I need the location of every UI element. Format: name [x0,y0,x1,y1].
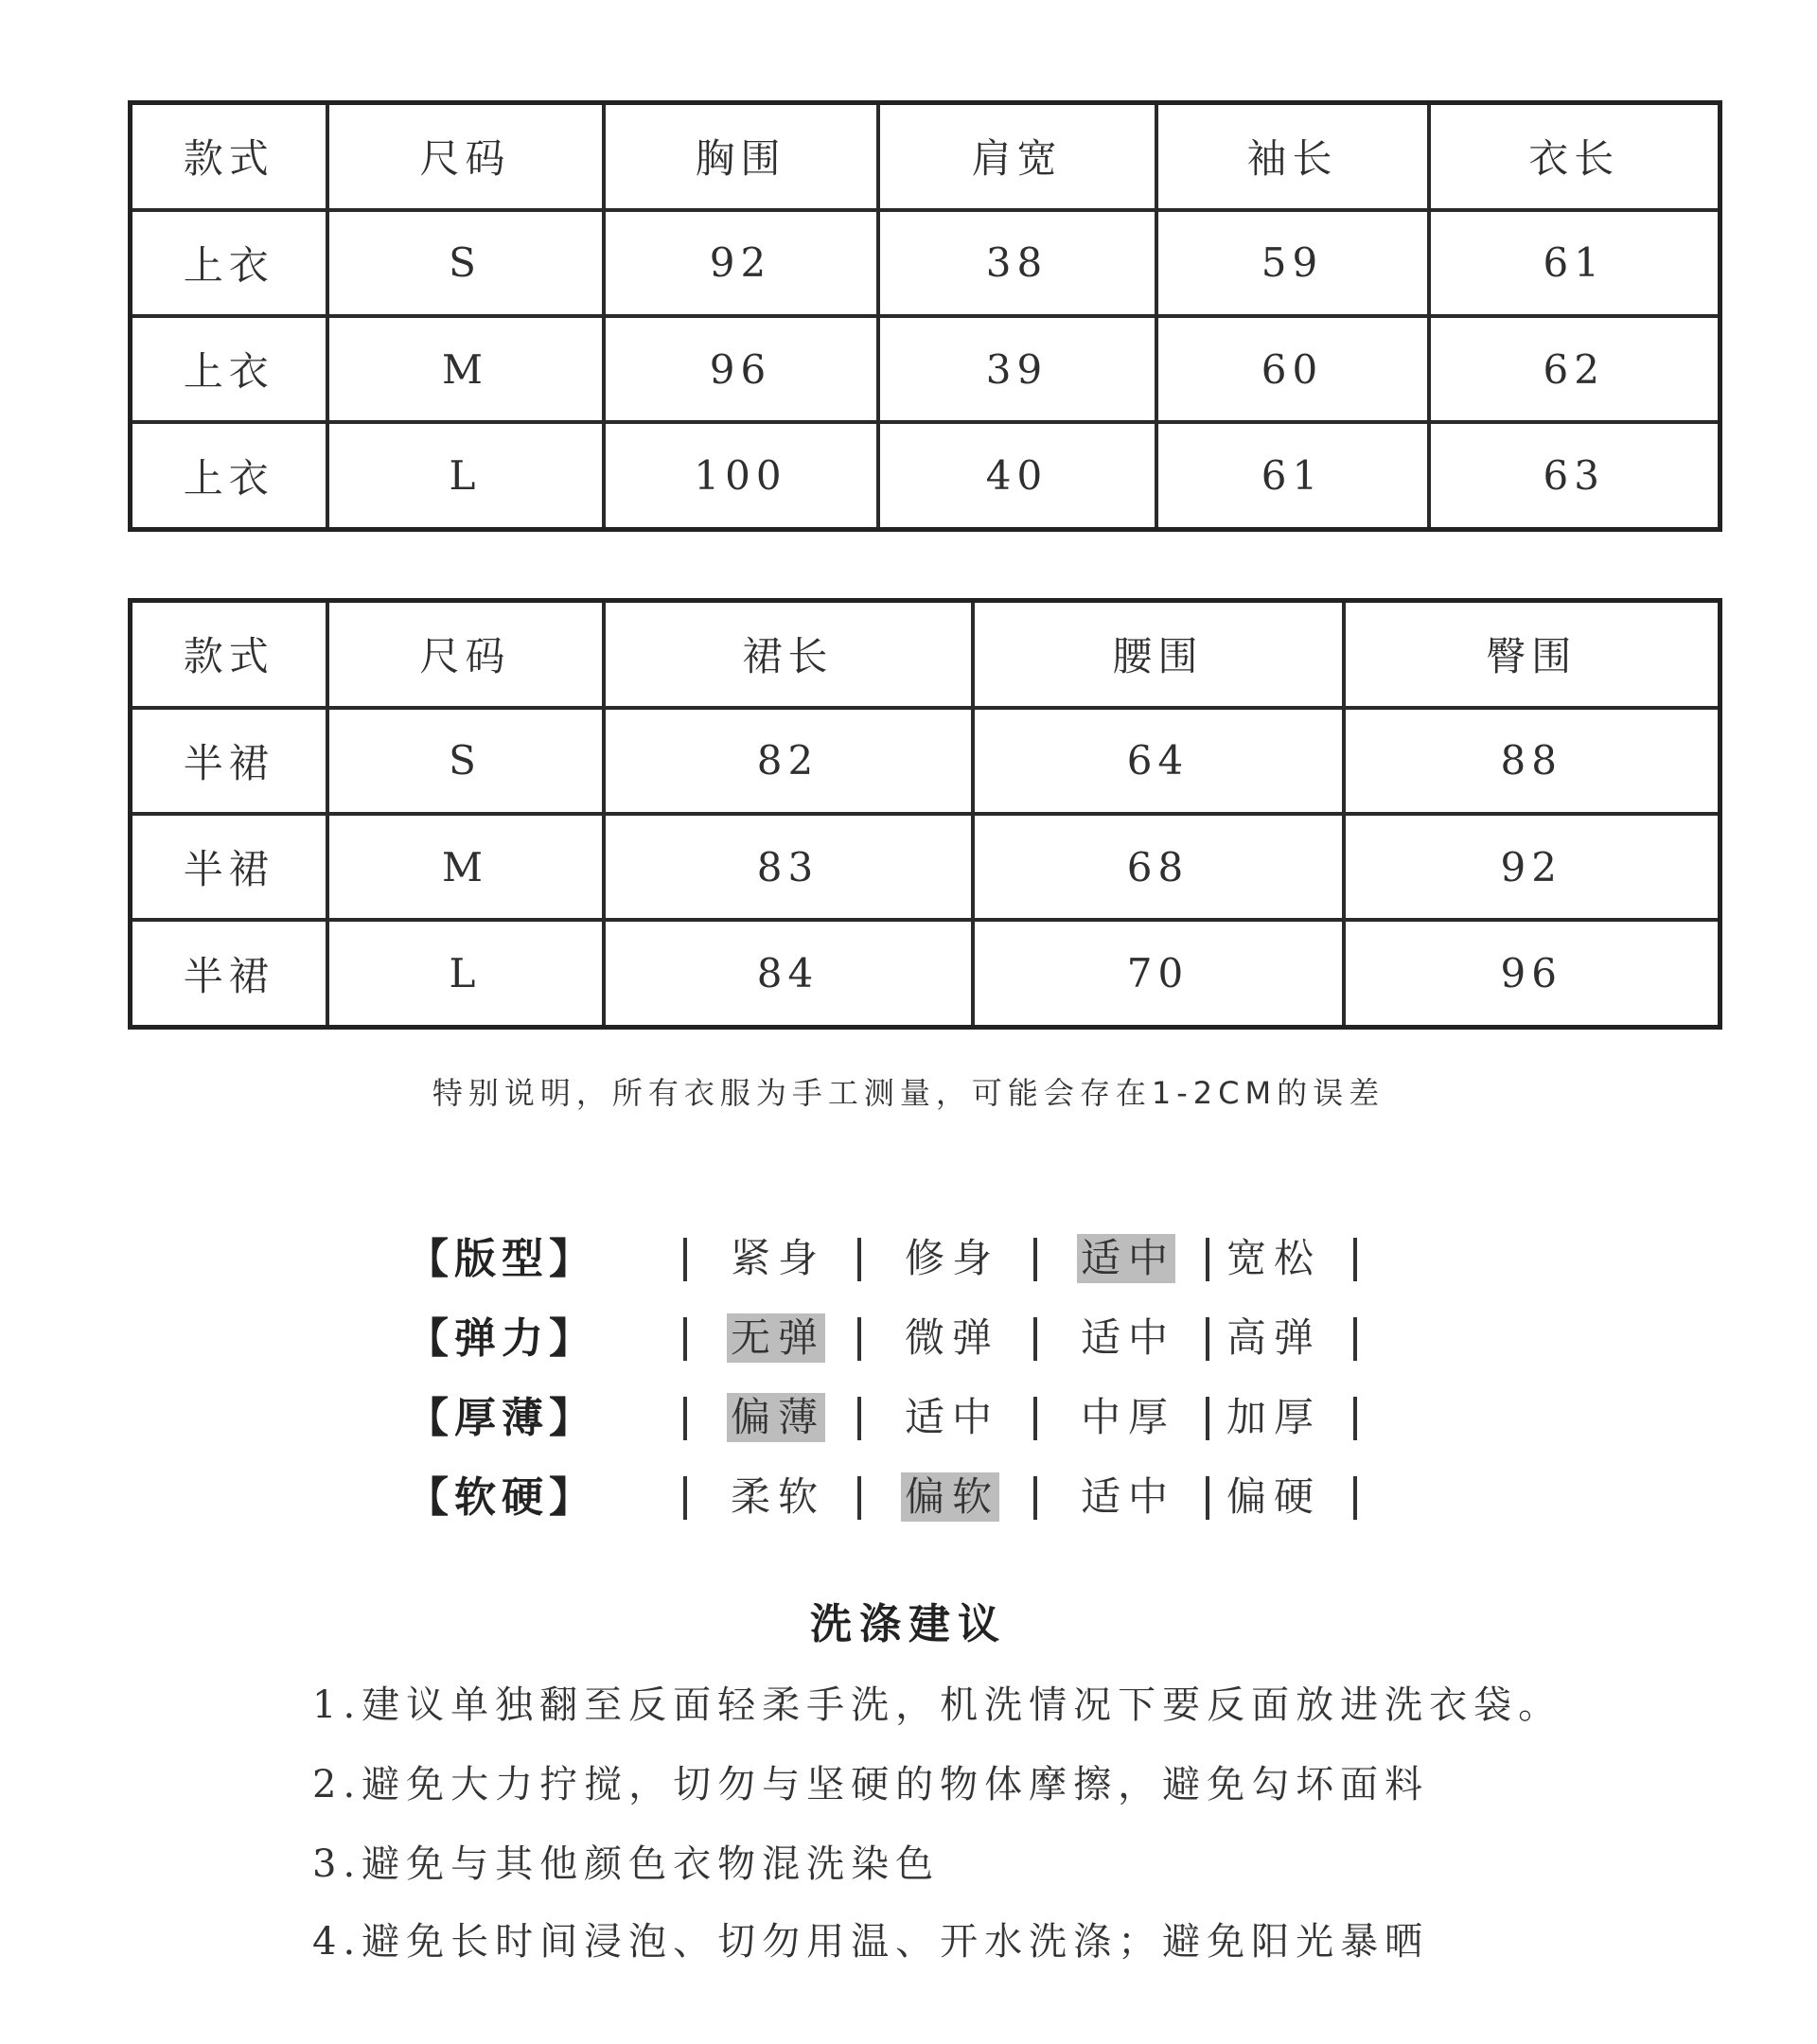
option: 适中 [905,1394,1000,1440]
header-cell: 肩宽 [878,103,1156,210]
table-cell: S [327,210,604,316]
table-cell: 上衣 [131,316,327,422]
attribute-row-softness [0,1465,1817,1531]
table-cell: 39 [878,316,1156,422]
table-row [131,920,1720,1027]
table-cell: 38 [878,210,1156,316]
header-cell: 臀围 [1344,601,1720,708]
divider [1206,1476,1209,1520]
divider [1353,1397,1357,1440]
table-cell: 83 [604,814,973,920]
table-cell: 70 [973,920,1344,1027]
table-header-row [131,103,1720,210]
table-cell: 60 [1156,316,1429,422]
header-cell: 款式 [131,601,327,708]
divider [1033,1238,1037,1281]
divider [1353,1476,1357,1520]
attribute-row-elasticity [0,1306,1817,1372]
divider [1033,1476,1037,1520]
header-cell: 款式 [131,103,327,210]
option: 微弹 [905,1314,1000,1361]
divider [857,1317,861,1361]
table-cell: M [327,814,604,920]
attribute-label: 【弹力】 [407,1314,596,1363]
option-selected: 适中 [1077,1234,1175,1283]
table-cell: 92 [604,210,878,316]
washing-item: 4.避免长时间浸泡、切勿用温、开水洗涤；避免阳光暴晒 [312,1920,1430,1964]
attribute-label: 【软硬】 [407,1473,596,1522]
divider [683,1238,687,1281]
table-cell: S [327,708,604,814]
top-size-table [128,100,1722,532]
header-cell: 袖长 [1156,103,1429,210]
option: 宽松 [1226,1235,1322,1281]
option: 高弹 [1226,1314,1322,1361]
option: 柔软 [731,1473,826,1520]
table-cell: 88 [1344,708,1720,814]
divider [857,1397,861,1440]
divider [1353,1238,1357,1281]
table-cell: 半裙 [131,814,327,920]
table-row [131,316,1720,422]
table-cell: 64 [973,708,1344,814]
table-cell: 61 [1156,422,1429,529]
table-cell: 63 [1429,422,1720,529]
option-selected: 偏薄 [727,1393,825,1442]
divider [1206,1238,1209,1281]
divider [683,1317,687,1361]
table-row [131,814,1720,920]
measurement-note: 特别说明，所有衣服为手工测量，可能会存在1-2CM的误差 [432,1075,1385,1111]
divider [857,1476,861,1520]
header-cell: 尺码 [327,601,604,708]
divider [857,1238,861,1281]
attribute-row-thickness [0,1385,1817,1452]
attribute-label: 【厚薄】 [407,1394,596,1442]
divider [683,1476,687,1520]
divider [1033,1397,1037,1440]
header-cell: 衣长 [1429,103,1720,210]
header-cell: 胸围 [604,103,878,210]
divider [1206,1397,1209,1440]
divider [683,1397,687,1440]
header-cell: 裙长 [604,601,973,708]
table-cell: 84 [604,920,973,1027]
option: 加厚 [1226,1394,1322,1440]
table-header-row [131,601,1720,708]
divider [1206,1317,1209,1361]
washing-item: 2.避免大力拧搅，切勿与坚硬的物体摩擦，避免勾坏面料 [312,1763,1430,1806]
divider [1033,1317,1037,1361]
table-cell: 上衣 [131,210,327,316]
table-cell: L [327,920,604,1027]
table-row [131,422,1720,529]
attribute-row-fit [0,1226,1817,1293]
table-cell: 40 [878,422,1156,529]
table-cell: 半裙 [131,708,327,814]
header-cell: 尺码 [327,103,604,210]
table-cell: 92 [1344,814,1720,920]
skirt-size-table [128,598,1722,1030]
table-cell: 61 [1429,210,1720,316]
option-selected: 无弹 [727,1313,825,1363]
washing-item: 1.建议单独翻至反面轻柔手洗，机洗情况下要反面放进洗衣袋。 [312,1683,1563,1727]
table-row [131,708,1720,814]
divider [1353,1317,1357,1361]
table-cell: 59 [1156,210,1429,316]
table-cell: 100 [604,422,878,529]
table-cell: 82 [604,708,973,814]
table-cell: 68 [973,814,1344,920]
option: 修身 [905,1235,1000,1281]
table-cell: 62 [1429,316,1720,422]
washing-title: 洗涤建议 [810,1600,1007,1648]
option: 中厚 [1081,1394,1176,1440]
table-cell: 上衣 [131,422,327,529]
table-row [131,210,1720,316]
table-cell: 半裙 [131,920,327,1027]
table-cell: M [327,316,604,422]
table-cell: 96 [1344,920,1720,1027]
attribute-label: 【版型】 [407,1235,596,1283]
table-cell: L [327,422,604,529]
option: 适中 [1081,1473,1176,1520]
option-selected: 偏软 [901,1472,999,1522]
header-cell: 腰围 [973,601,1344,708]
washing-item: 3.避免与其他颜色衣物混洗染色 [312,1842,941,1886]
table-cell: 96 [604,316,878,422]
option: 紧身 [731,1235,826,1281]
option: 适中 [1081,1314,1176,1361]
option: 偏硬 [1226,1473,1322,1520]
